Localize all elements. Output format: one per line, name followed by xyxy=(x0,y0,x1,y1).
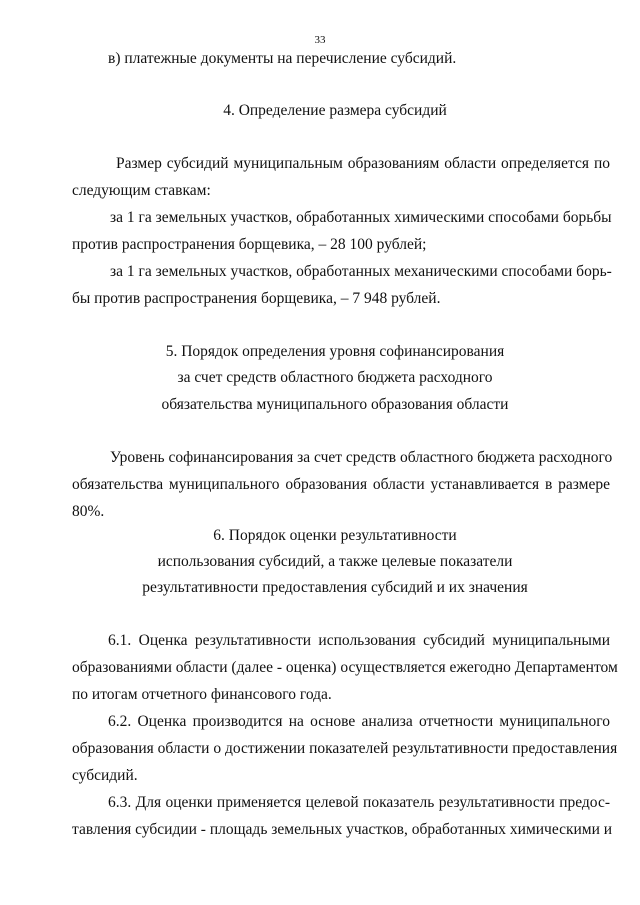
section-heading-6-line: 6. Порядок оценки результативности xyxy=(213,527,457,544)
paragraph-line: 6.1. Оценка результативности использования субсидий муниципальными xyxy=(108,632,610,649)
paragraph-line: Размер субсидий муниципальным образованиям области определяется по xyxy=(116,155,610,172)
paragraph-line: образованиями области (далее - оценка) осуществляется ежегодно Департаментом xyxy=(72,659,618,676)
paragraph-line: следующим ставкам: xyxy=(72,182,211,199)
section-heading-5-line: 5. Порядок определения уровня софинансирования xyxy=(165,343,505,360)
text-line-payment-docs: в) платежные документы на перечисление субсидий. xyxy=(108,50,457,67)
paragraph-line: за 1 га земельных участков, обработанных химическими способами борьбы xyxy=(110,209,612,226)
paragraph-line: 6.2. Оценка производится на основе анализа отчетности муниципального xyxy=(108,713,610,730)
paragraph-line: тавления субсидии - площадь земельных участков, обработанных химическими и xyxy=(72,821,613,838)
paragraph-line: субсидий. xyxy=(72,767,138,784)
paragraph-line: Уровень софинансирования за счет средств областного бюджета расходного xyxy=(110,449,613,466)
section-heading-5-line: обязательства муниципального образования области xyxy=(161,396,509,413)
section-heading-6-line: результативности предоставления субсидий и их значения xyxy=(142,579,528,596)
paragraph-line: обязательства муниципального образования области устанавливается в размере xyxy=(72,476,610,493)
section-heading-6-line: использования субсидий, а также целевые показатели xyxy=(157,553,513,570)
paragraph-line: по итогам отчетного финансового года. xyxy=(72,686,332,703)
paragraph-line: против распространения борщевика, – 28 100 рублей; xyxy=(72,236,427,253)
paragraph-line: 6.3. Для оценки применяется целевой показатель результативности предос- xyxy=(108,794,610,811)
paragraph-line: образования области о достижении показателей результативности предоставления xyxy=(72,740,618,757)
paragraph-line: бы против распространения борщевика, – 7 948 рублей. xyxy=(72,290,441,307)
section-heading-4: 4. Определение размера субсидий xyxy=(223,102,447,119)
section-heading-5-line: за счет средств областного бюджета расходного xyxy=(177,369,493,386)
paragraph-line: 80%. xyxy=(72,503,105,520)
paragraph-line: за 1 га земельных участков, обработанных механическими способами борь- xyxy=(110,263,612,280)
page-number: 33 xyxy=(314,34,326,46)
